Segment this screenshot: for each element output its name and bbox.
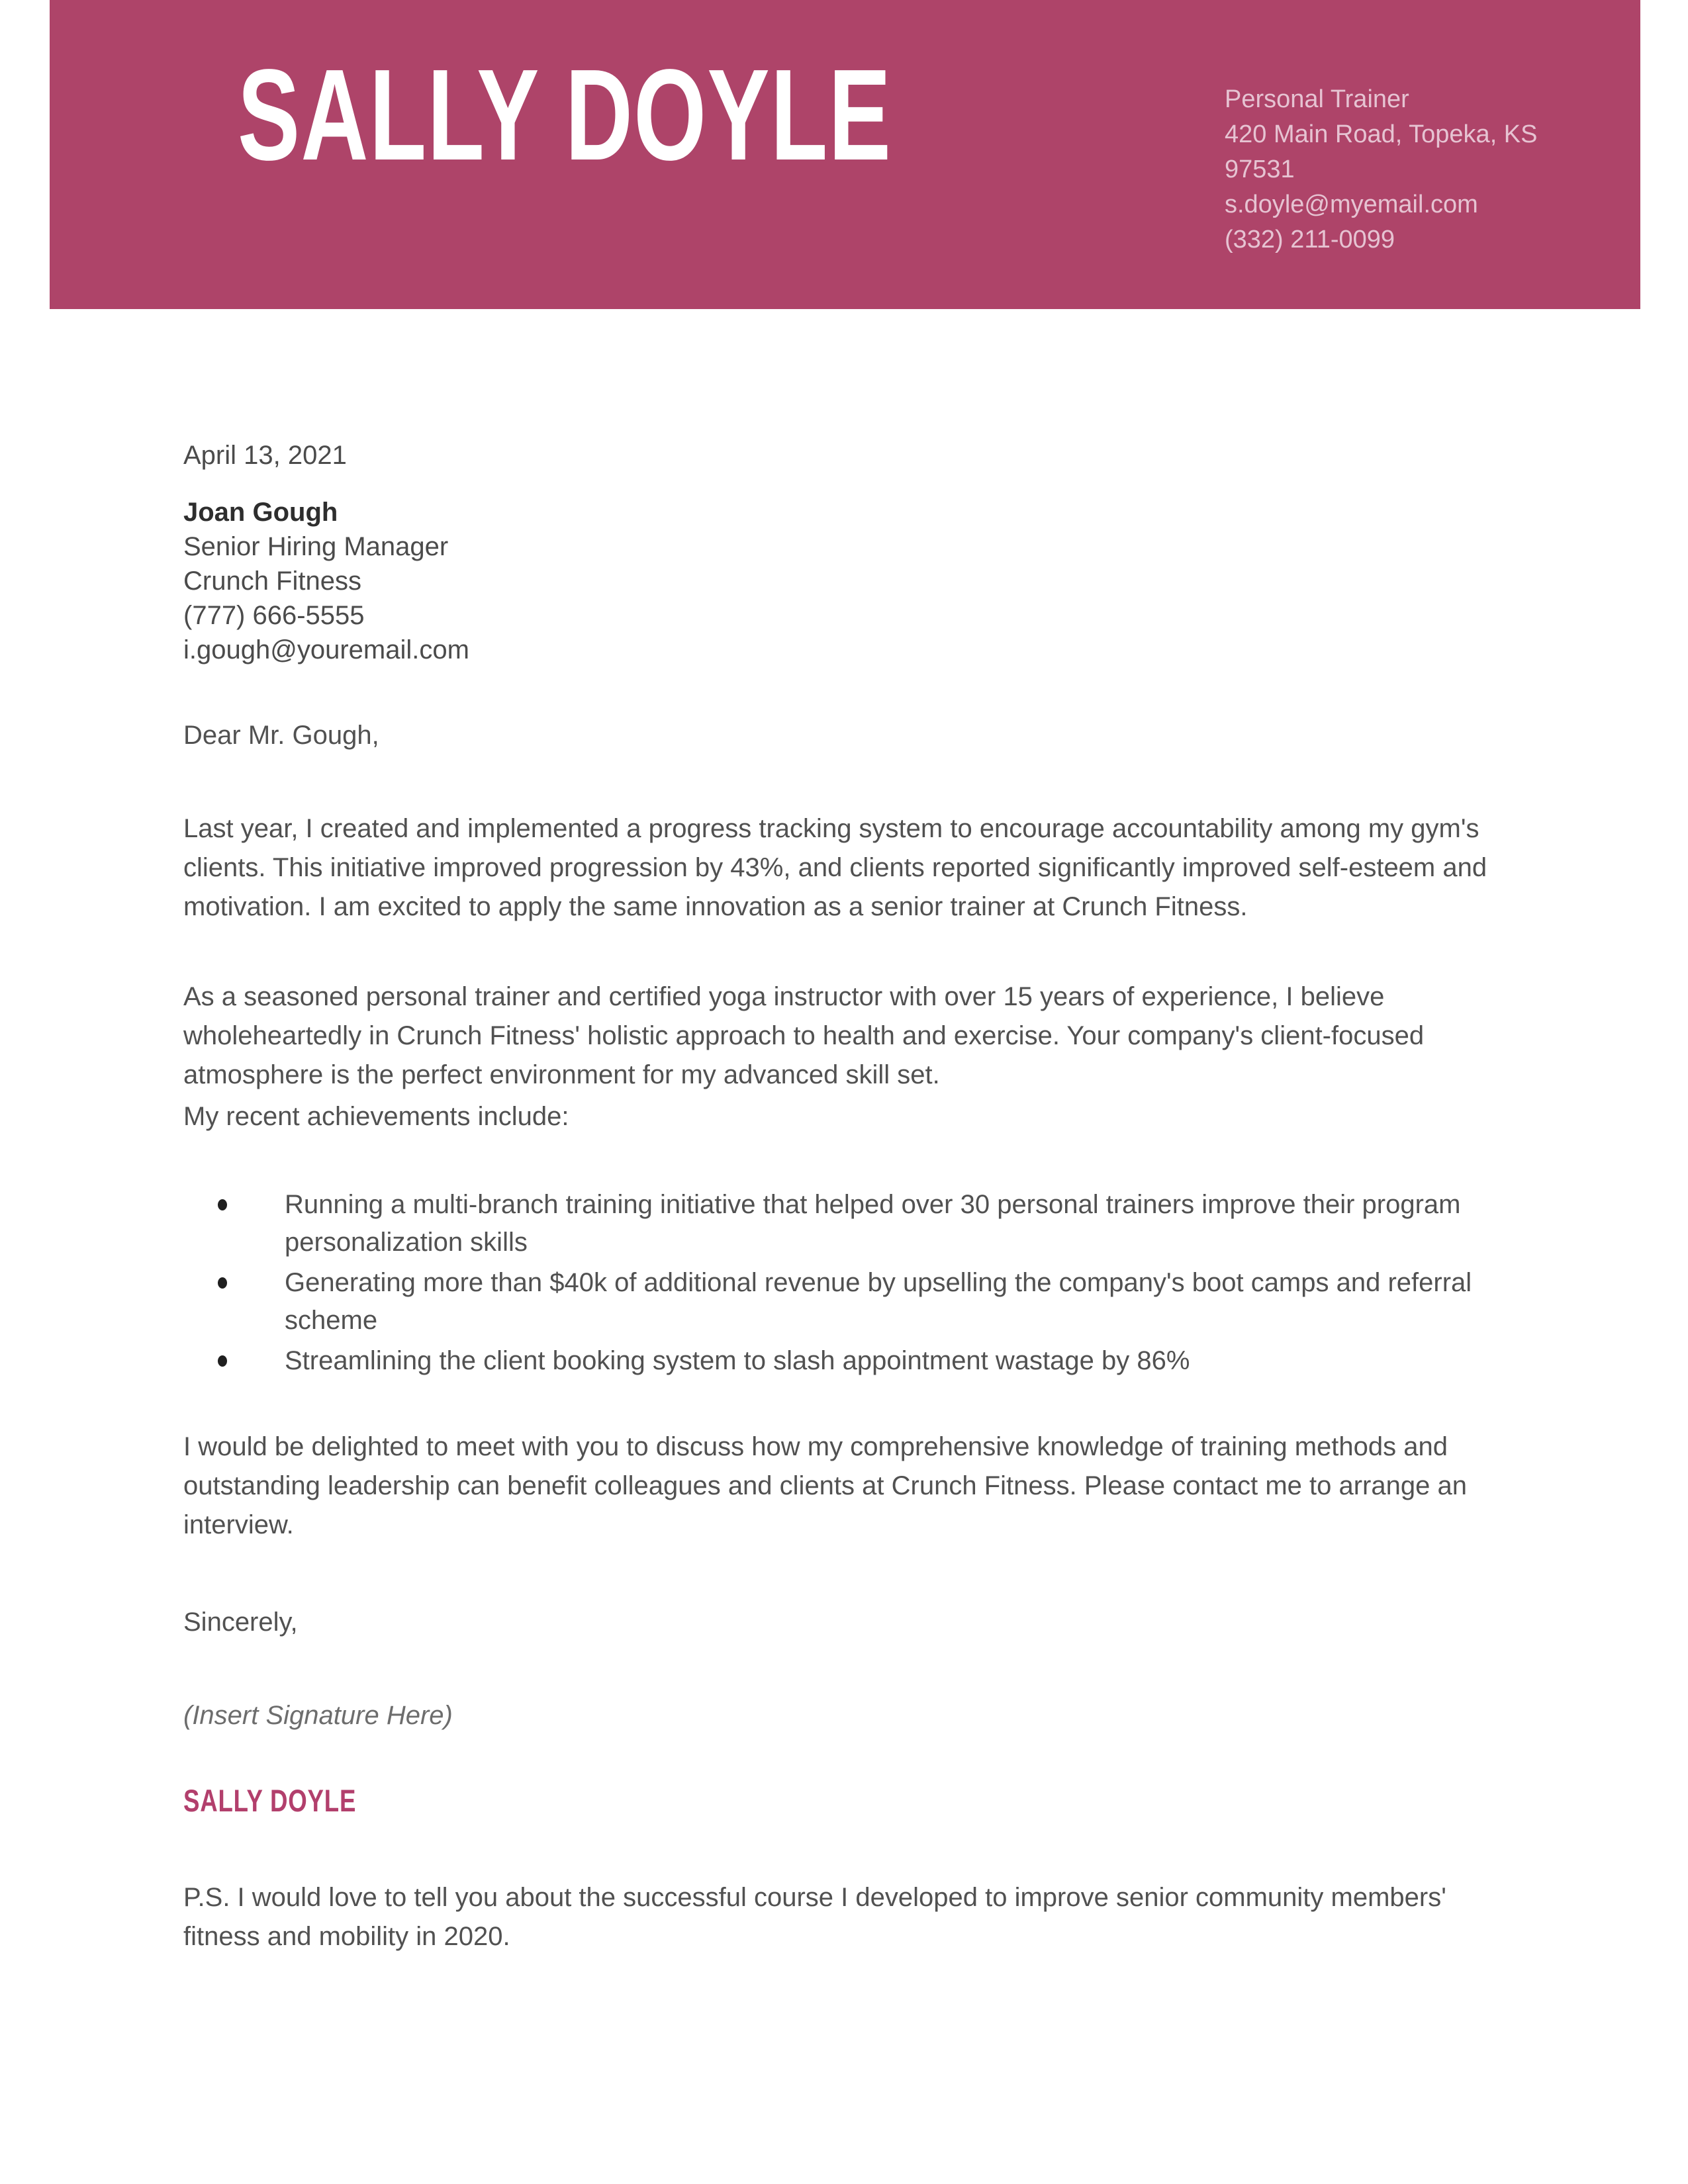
valediction: Sincerely, — [183, 1608, 298, 1637]
contact-job-title: Personal Trainer — [1225, 85, 1409, 113]
recipient-name: Joan Gough — [183, 498, 338, 527]
achievement-item-1: Running a multi-branch training initiative that helped over 30 personal trainers improve their program personalization skills — [183, 1186, 1507, 1261]
recipient-block — [183, 495, 1507, 667]
contact-email: s.doyle@myemail.com — [1225, 191, 1478, 218]
body-paragraph-1: Last year, I created and implemented a progress tracking system to encourage accountability among my gym's clients. This initiative improved progression by 43%, and clients reported significantly improved self-esteem and motivation. I am excited to apply the same innovation as a senior trainer at Crunch Fitness. — [183, 814, 1487, 921]
header-band — [50, 0, 1640, 309]
recipient-company: Crunch Fitness — [183, 567, 361, 596]
header-contact-block — [1225, 82, 1595, 257]
contact-address-line1: 420 Main Road, Topeka, KS — [1225, 120, 1538, 148]
achievement-item-3: Streamlining the client booking system to slash appointment wastage by 86% — [183, 1342, 1507, 1380]
contact-phone: (332) 211-0099 — [1225, 226, 1395, 253]
postscript: P.S. I would love to tell you about the successful course I developed to improve senior community members' fitness and mobility in 2020. — [183, 1883, 1446, 1951]
signature-placeholder: (Insert Signature Here) — [183, 1701, 453, 1730]
recipient-phone: (777) 666-5555 — [183, 601, 365, 630]
achievements-list — [183, 1186, 1507, 1383]
letter-date: April 13, 2021 — [183, 441, 347, 470]
recipient-email: i.gough@youremail.com — [183, 635, 469, 664]
recipient-title: Senior Hiring Manager — [183, 532, 449, 561]
contact-address-line2: 97531 — [1225, 156, 1295, 183]
closing-paragraph: I would be delighted to meet with you to discuss how my comprehensive knowledge of training methods and outstanding leadership can benefit colleagues and clients at Crunch Fitness. Please contact me to arrange an interview. — [183, 1432, 1467, 1539]
signature-name: SALLY DOYLE — [183, 1783, 357, 1818]
achievement-item-2: Generating more than $40k of additional revenue by upselling the company's boot camps and referral scheme — [183, 1264, 1507, 1340]
salutation: Dear Mr. Gough, — [183, 721, 379, 750]
body-paragraph-2: As a seasoned personal trainer and certified yoga instructor with over 15 years of experience, I believe wholeheartedly in Crunch Fitness' holistic approach to health and exercise. Your company's client-focused atmosphere is the perfect environment for my advanced skill set. — [183, 982, 1425, 1089]
achievements-intro: My recent achievements include: — [183, 1102, 569, 1131]
applicant-name-title: SALLY DOYLE — [238, 42, 892, 187]
